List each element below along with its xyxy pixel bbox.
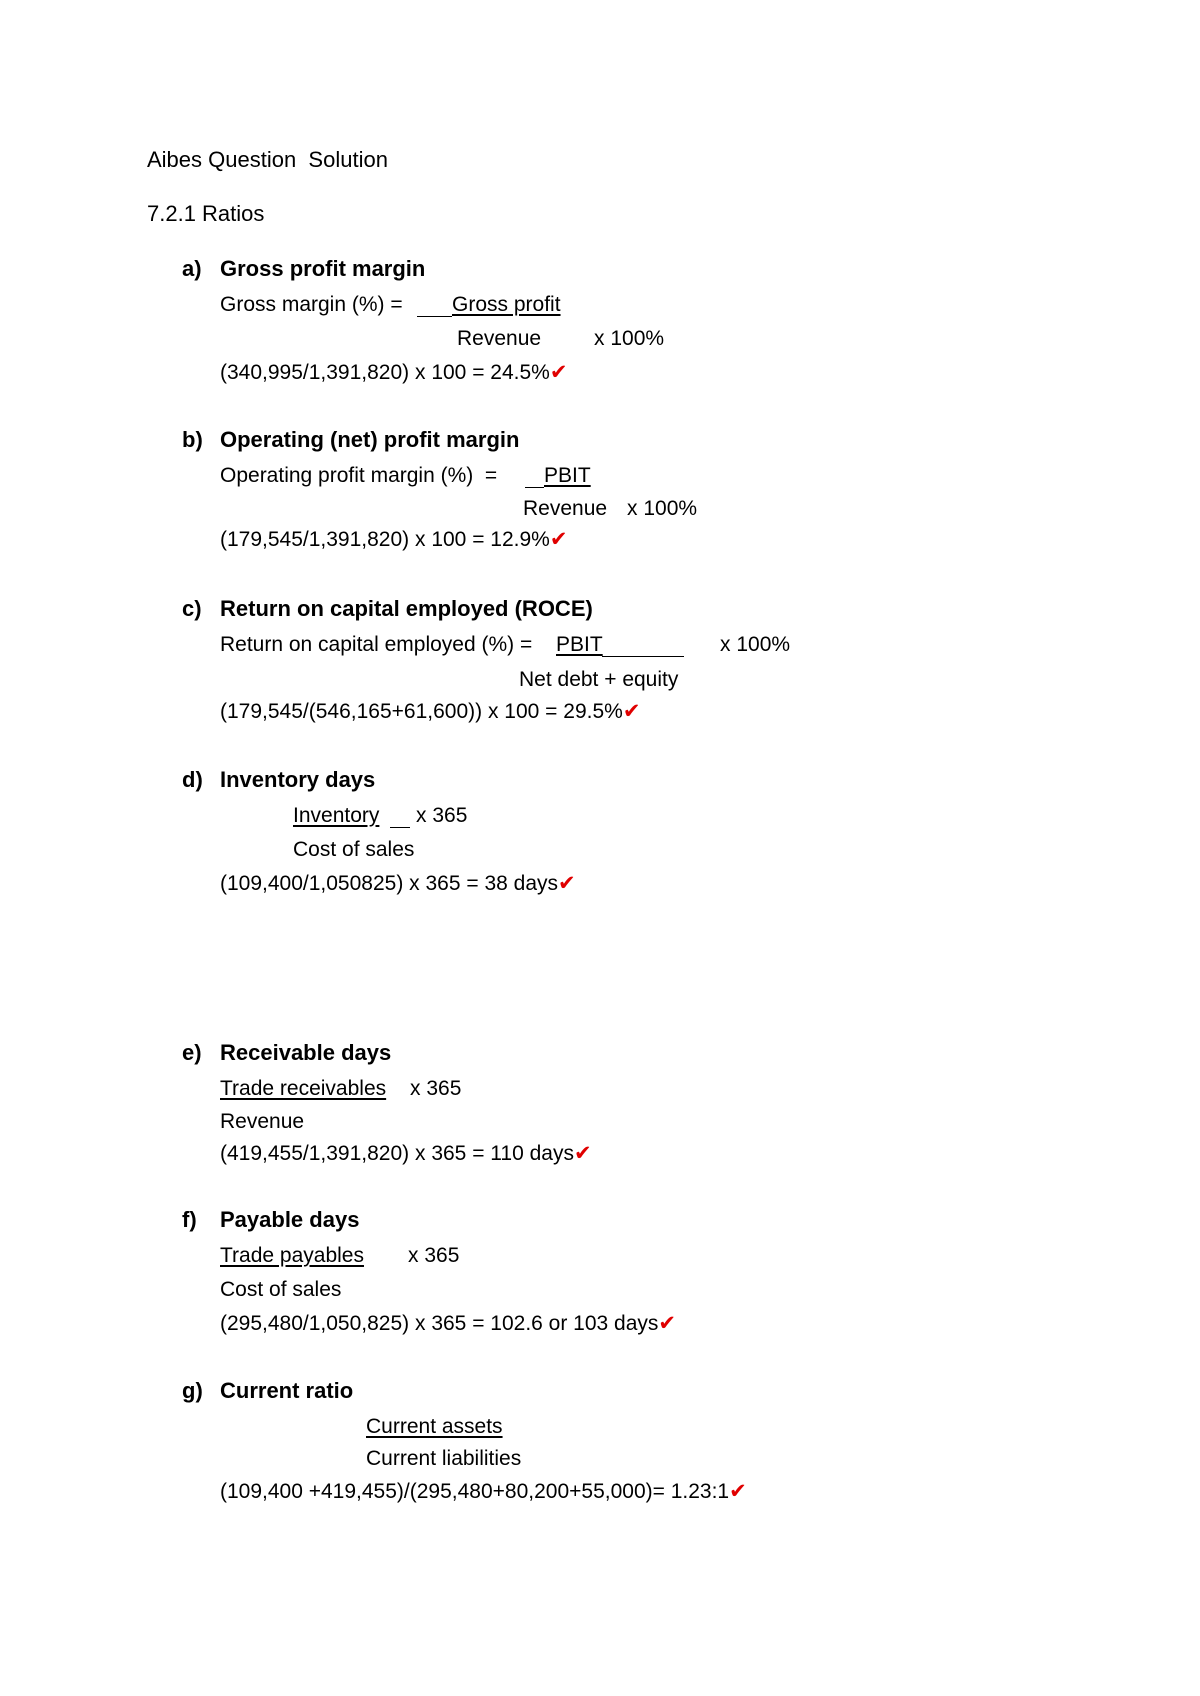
check-mark-icon: ✔ xyxy=(573,1142,592,1165)
check-mark-icon: ✔ xyxy=(622,700,641,723)
calculation-text: (340,995/1,391,820) x 100 = 24.5% xyxy=(220,361,550,384)
item-heading: Return on capital employed (ROCE) xyxy=(220,596,593,621)
calculation-text: (109,400/1,050825) x 365 = 38 days xyxy=(220,872,559,895)
formula-denominator: Cost of sales xyxy=(293,838,415,861)
calculation-line xyxy=(220,1311,676,1337)
calculation-line xyxy=(220,1479,747,1505)
formula-denominator: Revenue xyxy=(220,1110,305,1133)
formula-lhs: Operating profit margin (%) = xyxy=(220,464,504,487)
calculation-line xyxy=(220,527,567,553)
calculation-text: (419,455/1,391,820) x 365 = 110 days xyxy=(220,1142,574,1165)
formula-numerator: PBIT xyxy=(556,633,603,656)
formula-numerator: Current assets xyxy=(366,1415,503,1438)
check-mark-icon: ✔ xyxy=(549,361,568,384)
formula-numerator: Trade payables xyxy=(220,1244,364,1267)
item-letter: c) xyxy=(182,596,202,621)
formula-multiplier: x 100% xyxy=(627,497,698,520)
document-title: Aibes Question Solution xyxy=(147,147,388,172)
item-heading: Operating (net) profit margin xyxy=(220,427,520,452)
fraction-bar xyxy=(525,487,544,488)
formula-multiplier: x 100% xyxy=(720,633,791,656)
formula-denominator: Revenue xyxy=(457,327,542,350)
formula-lhs: Gross margin (%) = xyxy=(220,293,409,316)
calculation-line xyxy=(220,871,576,897)
formula-numerator: Gross profit xyxy=(452,293,561,316)
calculation-text: (179,545/(546,165+61,600)) x 100 = 29.5% xyxy=(220,700,623,723)
formula-denominator: Cost of sales xyxy=(220,1278,342,1301)
item-letter: e) xyxy=(182,1040,202,1065)
formula-denominator: Current liabilities xyxy=(366,1447,522,1470)
formula-denominator: Net debt + equity xyxy=(519,668,679,691)
formula-denominator: Revenue xyxy=(523,497,608,520)
calculation-text: (109,400 +419,455)/(295,480+80,200+55,000)= 1.23:1 xyxy=(220,1480,730,1503)
calculation-text: (295,480/1,050,825) x 365 = 102.6 or 103 days xyxy=(220,1312,659,1335)
calculation-text: (179,545/1,391,820) x 100 = 12.9% xyxy=(220,528,550,551)
item-heading: Gross profit margin xyxy=(220,256,426,281)
check-mark-icon: ✔ xyxy=(558,872,576,895)
check-mark-icon: ✔ xyxy=(549,528,568,551)
section-heading: 7.2.1 Ratios xyxy=(147,201,265,226)
fraction-bar xyxy=(390,827,410,828)
item-letter: a) xyxy=(182,256,202,281)
item-letter: b) xyxy=(182,427,203,452)
check-mark-icon: ✔ xyxy=(729,1480,747,1503)
fraction-bar xyxy=(602,656,684,657)
item-heading: Receivable days xyxy=(220,1040,392,1065)
formula-numerator: Trade receivables xyxy=(220,1077,387,1100)
item-letter: f) xyxy=(182,1207,197,1232)
calculation-line xyxy=(220,360,567,386)
formula-numerator: Inventory xyxy=(293,804,380,827)
calculation-line xyxy=(220,1141,592,1167)
item-heading: Payable days xyxy=(220,1207,360,1232)
item-letter: d) xyxy=(182,767,203,792)
formula-numerator: PBIT xyxy=(544,464,591,487)
item-heading: Current ratio xyxy=(220,1378,354,1403)
formula-multiplier: x 365 xyxy=(408,1244,460,1267)
item-letter: g) xyxy=(182,1378,203,1403)
formula-multiplier: x 365 xyxy=(410,1077,462,1100)
formula-multiplier: x 365 xyxy=(416,804,468,827)
item-heading: Inventory days xyxy=(220,767,376,792)
formula-multiplier: x 100% xyxy=(594,327,665,350)
check-mark-icon: ✔ xyxy=(658,1312,677,1335)
calculation-line xyxy=(220,699,640,725)
fraction-bar xyxy=(417,316,452,317)
formula-lhs: Return on capital employed (%) = xyxy=(220,633,539,656)
